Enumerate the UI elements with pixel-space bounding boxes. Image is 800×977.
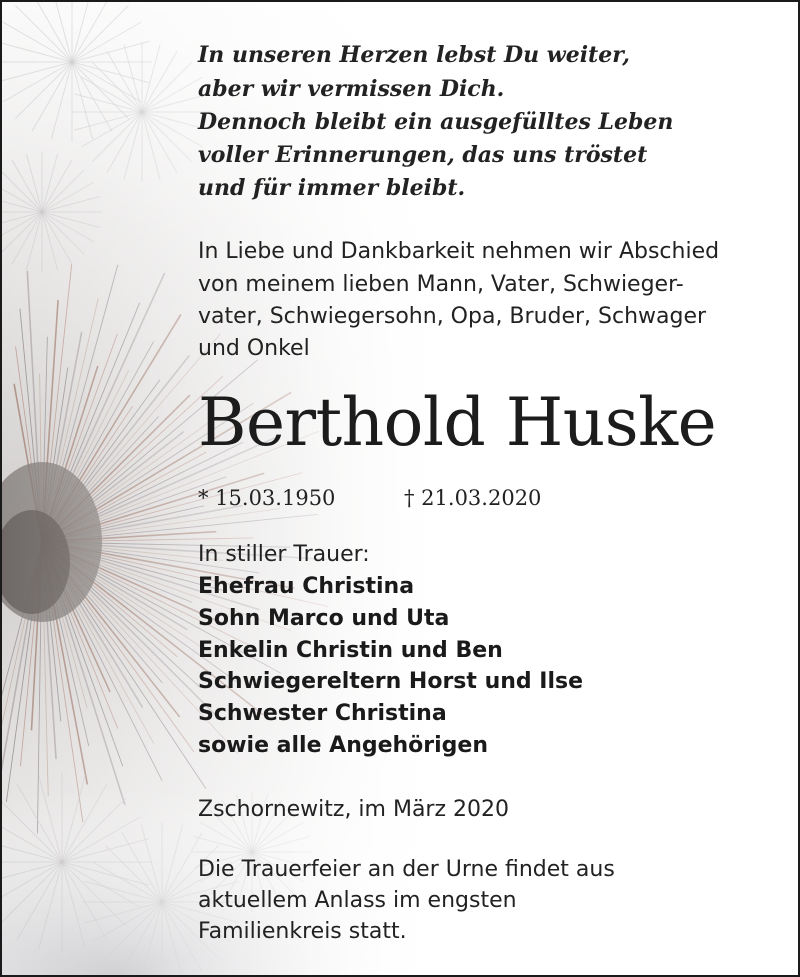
poem-line: und für immer bleibt. — [198, 175, 466, 201]
poem-line: Dennoch bleibt ein ausgefülltes Leben — [198, 109, 674, 135]
farewell-text-line: und Onkel — [198, 336, 310, 361]
place-and-date: Zschornewitz, im März 2020 — [198, 797, 510, 822]
mourner-entry: Schwester Christina — [198, 701, 447, 726]
poem-line: aber wir vermissen Dich. — [198, 76, 505, 102]
mourner-entry: Enkelin Christin und Ben — [198, 638, 503, 663]
mourner-entry: sowie alle Angehörigen — [198, 733, 489, 758]
farewell-text-line: vater, Schwiegersohn, Opa, Bruder, Schwager — [198, 304, 707, 329]
funeral-note-line: Die Trauerfeier an der Urne findet aus — [198, 857, 615, 882]
mourner-entry: Sohn Marco und Uta — [198, 606, 450, 631]
poem-line: voller Erinnerungen, das uns tröstet — [198, 142, 648, 168]
mourners-heading: In stiller Trauer: — [198, 542, 370, 567]
birth-date: * 15.03.1950 — [198, 486, 336, 510]
mourner-entry: Schwiegereltern Horst und Ilse — [198, 669, 584, 694]
funeral-note-line: Familienkreis statt. — [198, 919, 407, 944]
deceased-name: Berthold Huske — [198, 384, 717, 461]
funeral-note-line: aktuellem Anlass im engsten — [198, 888, 517, 913]
death-date: † 21.03.2020 — [404, 486, 542, 510]
poem-line: In unseren Herzen lebst Du weiter, — [198, 42, 630, 68]
farewell-text-line: von meinem lieben Mann, Vater, Schwieger- — [198, 272, 684, 297]
mourner-entry: Ehefrau Christina — [198, 574, 415, 599]
farewell-text-line: In Liebe und Dankbarkeit nehmen wir Abschied — [198, 239, 720, 264]
